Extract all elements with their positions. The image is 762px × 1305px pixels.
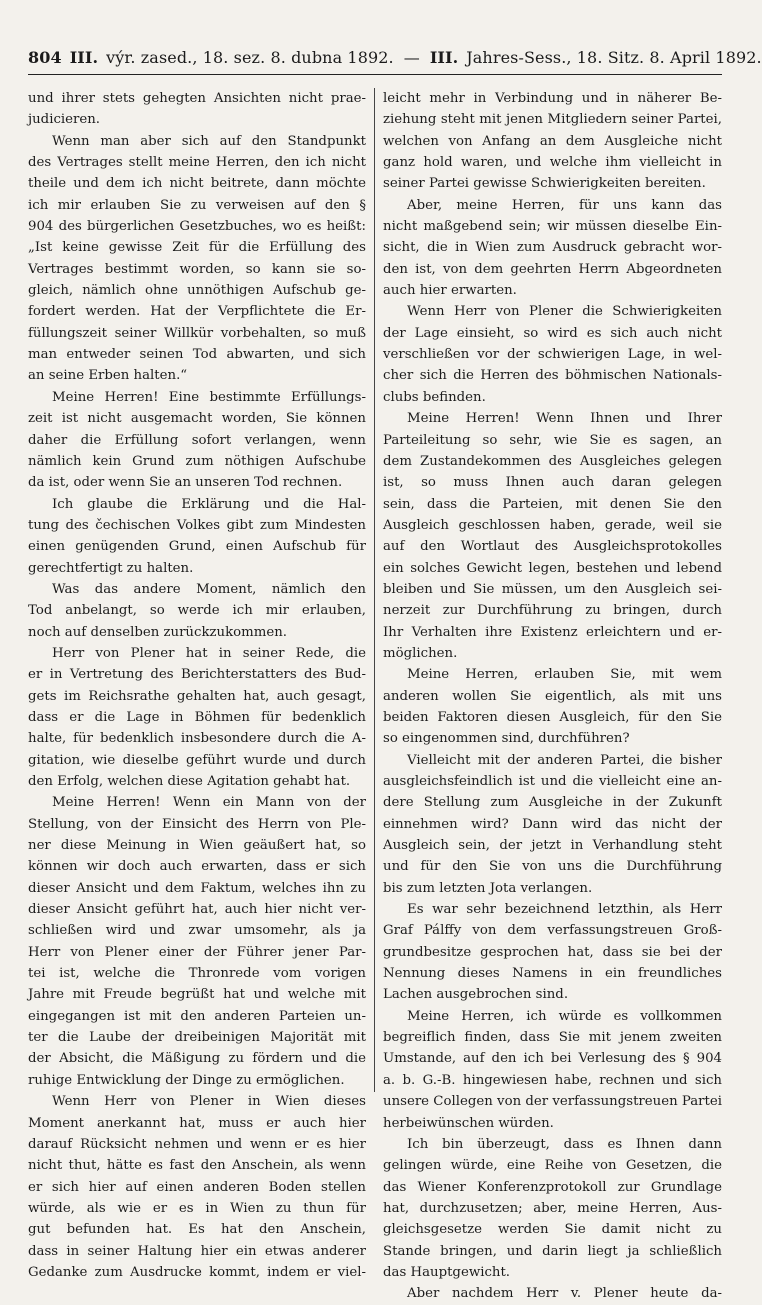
text-line: Nennung dieses Namens in ein freundliches [383,966,722,982]
text-line: Herr von Plener hat in seiner Rede, die [52,645,366,661]
left-column [28,88,375,1280]
text-line: clubs befinden. [383,389,486,405]
text-line: Meine Herren, erlauben Sie, mit wem [407,667,722,683]
session-roman-de: III. [429,47,459,67]
text-line: noch auf denselben zurückzukommen. [28,624,288,640]
text-line: ein solches Gewicht legen, bestehen und lebend [383,560,722,576]
text-line: darauf Rücksicht nehmen und wenn er es hier [28,1136,366,1152]
text-line: würde, als wie er es in Wien zu thun für [28,1200,366,1216]
text-line: anderen wollen Sie eigentlich, als mit uns [383,688,722,704]
text-line: zeit ist nicht ausgemacht worden, Sie können [28,411,366,427]
text-line: gerechtfertigt zu halten. [28,560,194,576]
text-line: Meine Herren! Eine bestimmte Erfüllungs- [52,389,366,405]
text-line: beiden Faktoren diesen Ausgleich, für den Sie [383,709,722,725]
header-czech-label: výr. zased., 18. sez. 8. dubna 1892. [106,47,394,67]
text-line: der Absicht, die Mäßigung zu fördern und die [28,1051,366,1067]
text-line: so eingenommen sind, durchführen? [383,731,630,747]
text-line: Umstande, auf den ich bei Verlesung des § 904 [383,1051,722,1067]
text-line: Parteileitung so sehr, wie Sie es sagen, an [383,432,722,448]
text-line: können wir doch auch erwarten, dass er sich [28,859,366,875]
text-line: Tod anbelangt, so werde ich mir erlauben, [28,603,366,619]
text-line: ausgleichsfeindlich ist und die vielleicht eine an- [383,774,722,789]
text-line: Aber nachdem Herr v. Plener heute da- [407,1286,722,1302]
text-line: grundbesitze gesprochen hat, dass sie bei der [383,944,722,960]
text-line: Meine Herren! Wenn ein Mann von der [52,795,366,811]
text-line: ich mir erlauben Sie zu verweisen auf den § [28,197,366,213]
text-line: daher die Erfüllung sofort verlangen, wenn [28,432,366,448]
text-line: da ist, oder wenn Sie an unseren Tod rechnen. [28,475,343,491]
text-line: der Lage einsieht, so wird es sich auch nicht [383,325,722,341]
text-line: Gedanke zum Ausdrucke kommt, indem er viel- [28,1264,366,1280]
text-line: ganz hold waren, und welche ihm vielleicht in [383,155,722,171]
text-line: einen genügenden Grund, einen Aufschub für [28,539,366,555]
text-line: Herr von Plener einer der Führer jener Par- [28,944,366,960]
text-line: Wenn man aber sich auf den Standpunkt [52,133,366,149]
session-roman-cz: III. [69,47,99,67]
text-line: den Erfolg, welchen diese Agitation gehabt hat. [28,774,351,789]
text-line: Es war sehr bezeichnend letzthin, als Herr [407,902,722,918]
text-line: a. b. G.-B. hingewiesen habe, rechnen und sich [383,1072,722,1088]
text-line: unsere Collegen von der verfassungstreuen Partei [383,1094,722,1110]
text-line: Meine Herren! Wenn Ihnen und Ihrer [407,411,722,427]
text-line: cher sich die Herren des böhmischen Nationals- [383,368,722,384]
text-line: nämlich kein Grund zum nöthigen Aufschube [28,453,366,469]
text-line: Meine Herren, ich würde es vollkommen [407,1008,722,1024]
text-line: nerzeit zur Durchführung zu bringen, durch [383,603,722,619]
text-line: nicht thut, hätte es fast den Anschein, als wenn [28,1158,366,1174]
text-line: Lachen ausgebrochen sind. [383,987,569,1003]
text-line: leicht mehr in Verbindung und in näherer Be- [383,91,722,106]
text-line: fordert werden. Hat der Verpflichtete die Er- [28,304,366,320]
text-line: seiner Partei gewisse Schwierigkeiten bereiten. [383,176,706,192]
text-line: dieser Ansicht geführt hat, auch hier nicht ver- [28,902,366,918]
text-line: auf den Wortlaut des Ausgleichsprotokolles [383,539,722,555]
text-line: gelingen würde, eine Reihe von Gesetzen, die [383,1158,722,1174]
header-dash: — [403,47,420,67]
text-line: möglichen. [383,645,458,661]
text-line: das Wiener Konferenzprotokoll zur Grundlage [383,1179,722,1195]
text-line: Graf Pálffy von dem verfassungstreuen Groß- [383,923,722,939]
text-line: ist, so muss Ihnen auch daran gelegen [383,475,722,491]
text-line: dass er die Lage in Böhmen für bedenklich [28,709,366,725]
text-line: verschließen vor der schwierigen Lage, in wel- [383,347,722,363]
text-line: ruhige Entwicklung der Dinge zu ermöglichen. [28,1072,345,1088]
text-line: gitation, wie dieselbe geführt wurde und durch [28,752,366,768]
text-line: Aber, meine Herren, für uns kann das [407,197,722,213]
text-columns [28,88,722,1302]
text-line: sein, dass die Parteien, mit denen Sie den [383,496,722,512]
text-line: er sich hier auf einen anderen Boden stellen [28,1179,366,1195]
text-line: Ich bin überzeugt, dass es Ihnen dann [407,1136,722,1152]
text-line: Vertrages bestimmt worden, so kann sie so- [28,261,366,277]
text-line: den ist, von dem geehrten Herrn Abgeordneten [383,261,722,277]
text-line: bleiben und Sie müssen, um den Ausgleich sei- [383,581,722,597]
text-line: Vielleicht mit der anderen Partei, die bisher [407,752,722,768]
text-line: Moment anerkannt hat, muss er auch hier [28,1115,366,1131]
text-line: und für den Sie von uns die Durchführung [383,859,722,875]
text-line: bis zum letzten Jota verlangen. [383,880,593,896]
text-line: dieser Ansicht und dem Faktum, welches ihn zu [28,880,366,896]
page-header [28,40,762,75]
text-line: judicieren. [28,112,101,128]
text-line: schließen wird und zwar umsomehr, als ja [28,923,366,939]
text-line: füllungszeit seiner Willkür vorbehalten, so muß [28,325,366,341]
page-number: 804 [28,47,62,67]
text-line: welchen von Anfang an dem Ausgleiche nicht [383,133,722,149]
text-line: gleichsgesetze werden Sie damit nicht zu [383,1222,722,1238]
header-german-label: Jahres-Sess., 18. Sitz. 8. April 1892. [466,47,762,67]
text-line: Ausgleich sein, der jetzt in Verhandlung steht [383,838,722,854]
text-line: Wenn Herr von Plener die Schwierigkeiten [407,304,722,320]
text-line: ner diese Meinung in Wien geäußert hat, so [28,838,366,854]
text-line: herbeiwünschen würden. [383,1115,554,1131]
text-line: auch hier erwarten. [383,283,517,299]
text-line: theile und dem ich nicht beitrete, dann möchte [28,176,366,192]
text-line: an seine Erben halten.“ [28,368,188,384]
text-line: und ihrer stets gehegten Ansichten nicht prae- [28,91,366,106]
text-line: Stande bringen, und darin liegt ja schließlich [383,1243,722,1259]
text-line: er in Vertretung des Berichterstatters des Bud- [28,667,366,683]
text-line: man entweder seinen Tod abwarten, und sich [28,347,366,363]
text-line: begreiflich finden, dass Sie mit jenem zweiten [383,1030,722,1046]
text-line: ziehung steht mit jenen Mitgliedern seiner Partei, [383,112,722,128]
text-line: nicht maßgebend sein; wir müssen dieselbe Ein- [383,219,722,235]
text-line: tung des čechischen Volkes gibt zum Mindesten [28,517,366,533]
text-line: Stellung, von der Einsicht des Herrn von Ple- [28,816,366,832]
text-line: einnehmen wird? Dann wird das nicht der [383,816,722,832]
text-line: 904 des bürgerlichen Gesetzbuches, wo es heißt: [28,219,366,235]
text-line: eingegangen ist mit den anderen Parteien un- [28,1008,366,1024]
text-line: Jahre mit Freude begrüßt hat und welche mit [28,987,366,1003]
text-line: des Vertrages stellt meine Herren, den ich nicht [28,155,366,171]
text-line: tei ist, welche die Thronrede vom vorigen [28,966,366,982]
text-line: ter die Laube der dreibeinigen Majorität mit [28,1030,366,1046]
text-line: das Hauptgewicht. [383,1264,511,1280]
text-line: gets im Reichsrathe gehalten hat, auch gesagt, [28,688,366,704]
text-line: dem Zustandekommen des Ausgleiches gelegen [383,453,722,469]
right-column [375,88,722,1302]
text-line: gut befunden hat. Es hat den Anschein, [28,1222,366,1238]
text-line: Ich glaube die Erklärung und die Hal- [52,496,366,512]
text-line: halte, für bedenklich insbesondere durch die A- [28,731,366,747]
text-line: „Ist keine gewisse Zeit für die Erfüllung des [28,240,366,256]
text-line: Ausgleich geschlossen haben, gerade, weil sie [383,517,722,533]
text-line: sicht, die in Wien zum Ausdruck gebracht wor- [383,240,722,256]
text-line: Was das andere Moment, nämlich den [52,581,366,597]
text-line: dere Stellung zum Ausgleiche in der Zukunft [383,795,722,811]
text-line: Ihr Verhalten ihre Existenz erleichtern und er- [383,624,722,640]
text-line: gleich, nämlich ohne unnöthigen Aufschub ge- [28,283,366,299]
text-line: hat, durchzusetzen; aber, meine Herren, Aus- [383,1200,722,1216]
text-line: dass in seiner Haltung hier ein etwas anderer [28,1243,366,1259]
text-line: Wenn Herr von Plener in Wien dieses [52,1094,366,1110]
